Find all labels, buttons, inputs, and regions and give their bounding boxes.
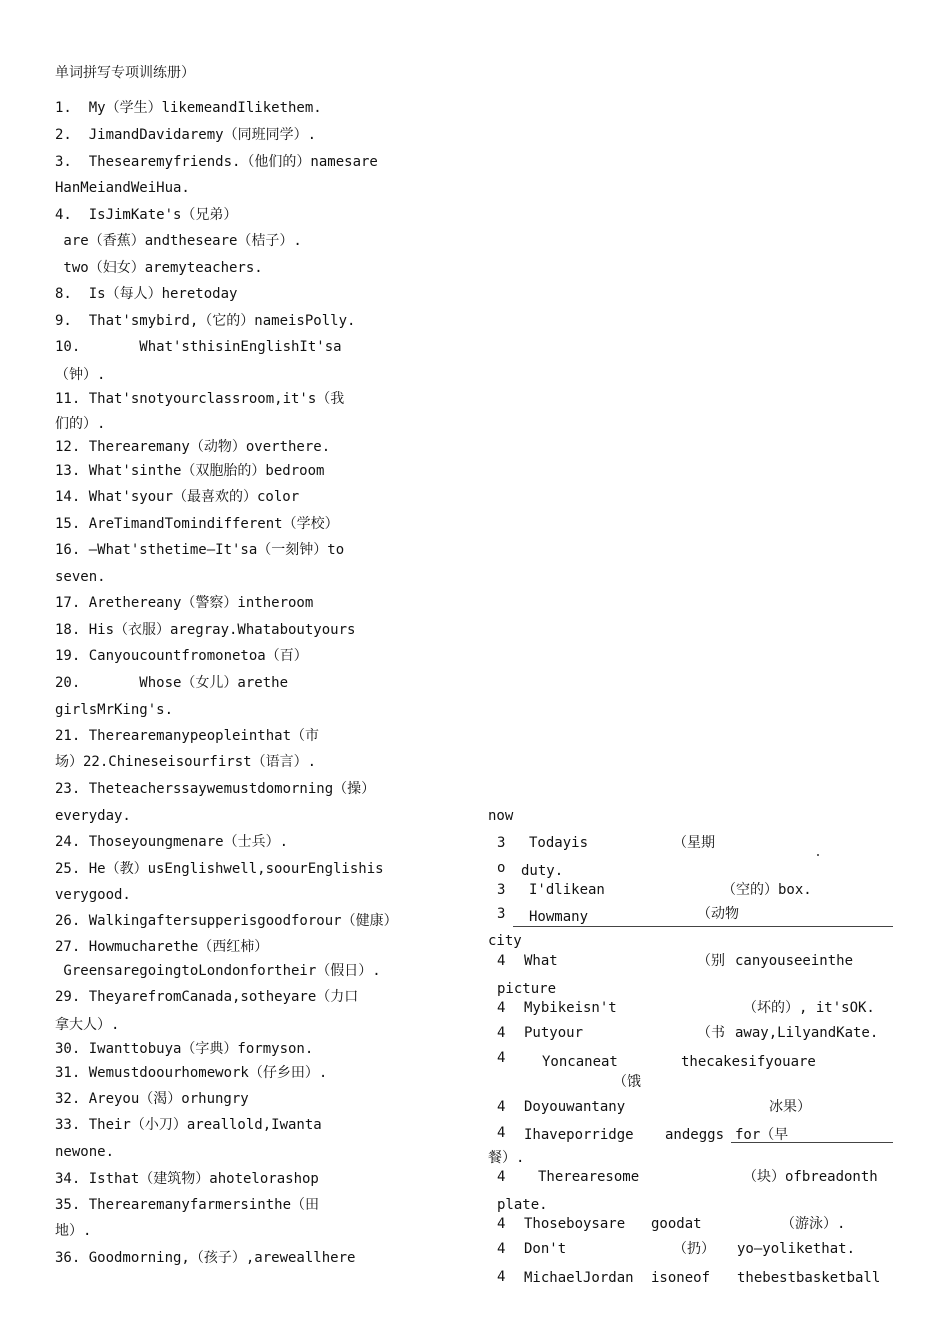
exercise-line: 9. That'smybird,（它的）nameisPolly.	[55, 313, 356, 329]
exercise-fragment: （扔）	[673, 1241, 715, 1257]
question-number: 4	[497, 1025, 506, 1041]
exercise-line: 16. —What'sthetime—It'sa（一刻钟）to	[55, 542, 345, 558]
question-number: 4	[497, 1169, 506, 1185]
scan-mark	[817, 854, 819, 856]
exercise-line: 36. Goodmorning,（孩子）,areweallhere	[55, 1250, 356, 1266]
question-number: 4	[497, 1241, 506, 1257]
exercise-line: 11. That'snotyourclassroom,it's（我	[55, 391, 345, 407]
exercise-fragment: （别	[697, 953, 725, 969]
exercise-line: 19. Canyoucountfromonetoa（百）	[55, 648, 308, 664]
exercise-line: 18. His（衣服）aregray.Whataboutyours	[55, 622, 356, 638]
exercise-fragment: away,LilyandKate.	[735, 1025, 879, 1041]
exercise-line: 4. IsJimKate's（兄弟）	[55, 207, 238, 223]
exercise-line: 12. Therearemany（动物）overthere.	[55, 439, 331, 455]
exercise-line: 32. Areyou（渴）orhungry	[55, 1091, 249, 1107]
question-number: 4	[497, 1050, 506, 1066]
exercise-fragment: Therearesome	[538, 1169, 640, 1185]
answer-blank-line	[513, 926, 893, 927]
exercise-fragment: （饿	[613, 1074, 641, 1090]
exercise-fragment: Howmany	[529, 909, 589, 925]
exercise-line: 1. My（学生）likemeandIlikethem.	[55, 100, 322, 116]
exercise-fragment: Putyour	[524, 1025, 584, 1041]
exercise-line: 25. He（教）usEnglishwell,soourEnglishis	[55, 861, 384, 877]
exercise-line: 29. TheyarefromCanada,sotheyare（力口	[55, 989, 359, 1005]
exercise-line: are（香蕉）andtheseare（桔子）.	[55, 233, 302, 249]
exercise-fragment: （空的）box.	[722, 882, 812, 898]
exercise-fragment: isoneof	[651, 1270, 711, 1286]
question-number: 4	[497, 1099, 506, 1115]
exercise-line: 14. What'syour（最喜欢的）color	[55, 489, 300, 505]
exercise-fragment: （游泳）.	[781, 1216, 846, 1232]
exercise-line: 们的）.	[55, 416, 106, 432]
exercise-fragment: andeggs	[665, 1127, 725, 1143]
exercise-line: 2. JimandDavidaremy（同班同学）.	[55, 127, 317, 143]
document-title: 单词拼写专项训练册）	[55, 65, 195, 81]
exercise-line: two（妇女）aremyteachers.	[55, 260, 263, 276]
exercise-fragment: city	[488, 933, 522, 949]
exercise-line: 拿大人）.	[55, 1017, 120, 1033]
exercise-line: girlsMrKing's.	[55, 702, 174, 718]
exercise-fragment: （星期	[673, 835, 715, 851]
exercise-fragment: What	[524, 953, 558, 969]
exercise-fragment: 餐）.	[488, 1150, 525, 1166]
question-number: 3	[497, 906, 506, 922]
exercise-line: 10. What'sthisinEnglishIt'sa	[55, 339, 342, 355]
exercise-line: GreensaregoingtoLondonfortheir（假日）.	[55, 963, 381, 979]
exercise-fragment: for（早	[735, 1127, 789, 1143]
exercise-line: 23. Theteacherssaywemustdomorning（操）	[55, 781, 376, 797]
exercise-line: 8. Is（每人）heretoday	[55, 286, 238, 302]
exercise-fragment: picture	[497, 981, 557, 997]
exercise-line: 20. Whose（女儿）arethe	[55, 675, 289, 691]
exercise-line: seven.	[55, 569, 106, 585]
exercise-line: （钟）.	[55, 367, 106, 383]
exercise-line: 21. Therearemanypeopleinthat（市	[55, 728, 320, 744]
exercise-line: everyday.	[55, 808, 131, 824]
exercise-fragment: （坏的）, it'sOK.	[743, 1000, 875, 1016]
answer-blank-line	[731, 1142, 893, 1143]
question-number: 3	[497, 835, 506, 851]
exercise-fragment: goodat	[651, 1216, 702, 1232]
exercise-line: 15. AreTimandTomindifferent（学校）	[55, 516, 339, 532]
exercise-fragment: duty.	[521, 863, 564, 879]
exercise-line: 31. Wemustdoourhomework（仔乡田）.	[55, 1065, 328, 1081]
exercise-line: verygood.	[55, 887, 131, 903]
exercise-fragment: 冰果）	[769, 1099, 811, 1115]
exercise-fragment: （书	[697, 1025, 725, 1041]
exercise-line: 26. Walkingaftersupperisgoodforour（健康）	[55, 913, 398, 929]
question-number: 4	[497, 953, 506, 969]
exercise-line: HanMeiandWeiHua.	[55, 180, 190, 196]
exercise-fragment: yo—yolikethat.	[737, 1241, 856, 1257]
exercise-fragment: Doyouwantany	[524, 1099, 626, 1115]
question-number: 4	[497, 1000, 506, 1016]
exercise-line: 17. Arethereany（警察）intheroom	[55, 595, 314, 611]
exercise-line: 3. Thesearemyfriends.（他们的）namesare	[55, 154, 378, 170]
exercise-fragment: （动物	[697, 906, 739, 922]
exercise-line: 地）.	[55, 1223, 92, 1239]
exercise-fragment: Yoncaneat	[542, 1054, 618, 1070]
question-number: 4	[497, 1216, 506, 1232]
question-number: 4	[497, 1269, 506, 1285]
exercise-line: 35. Therearemanyfarmersinthe（田	[55, 1197, 320, 1213]
exercise-fragment: MichaelJordan	[524, 1270, 634, 1286]
exercise-line: 30. Iwanttobuya（字典）formyson.	[55, 1041, 314, 1057]
exercise-line: 34. Isthat（建筑物）ahotelorashop	[55, 1171, 319, 1187]
exercise-fragment: thecakesifyouare	[681, 1054, 816, 1070]
exercise-line: 24. Thoseyoungmenare（士兵）.	[55, 834, 289, 850]
exercise-fragment: Ihaveporridge	[524, 1127, 634, 1143]
exercise-line: 13. What'sinthe（双胞胎的）bedroom	[55, 463, 325, 479]
question-number: 3	[497, 882, 506, 898]
exercise-line: 场）22.Chineseisourfirst（语言）.	[55, 754, 317, 770]
exercise-fragment: o	[497, 860, 506, 876]
exercise-line: 27. Howmucharethe（西红柿）	[55, 939, 269, 955]
exercise-fragment: Don't	[524, 1241, 567, 1257]
exercise-fragment: canyouseeinthe	[735, 953, 854, 969]
exercise-fragment: Todayis	[529, 835, 589, 851]
exercise-line: 33. Their（小刀）areallold,Iwanta	[55, 1117, 322, 1133]
exercise-line: newone.	[55, 1144, 115, 1160]
exercise-fragment: thebestbasketball	[737, 1270, 881, 1286]
exercise-fragment: Mybikeisn't	[524, 1000, 617, 1016]
exercise-fragment: I'dlikean	[529, 882, 605, 898]
exercise-fragment: plate.	[497, 1197, 548, 1213]
exercise-fragment: （块）ofbreadonth	[743, 1169, 878, 1185]
question-number: 4	[497, 1125, 506, 1141]
exercise-fragment: now	[488, 808, 514, 824]
exercise-fragment: Thoseboysare	[524, 1216, 626, 1232]
